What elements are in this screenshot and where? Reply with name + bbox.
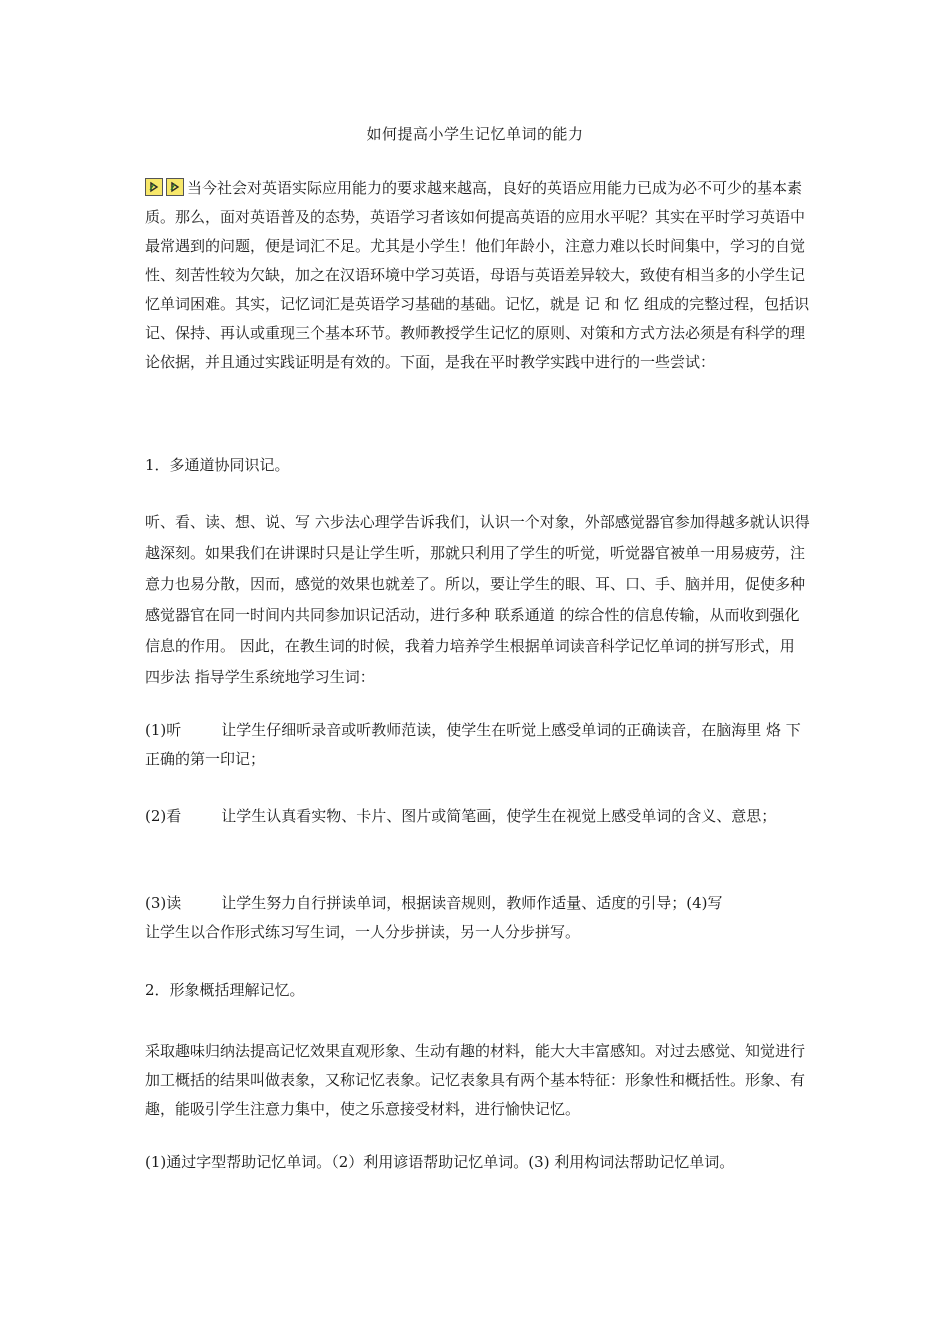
- step1-paragraph: [145, 716, 810, 774]
- step2-text: 让学生认真看实物、卡片、图片或简笔画，使学生在视觉上感受单词的含义、意思；: [221, 807, 777, 825]
- section2-paragraph: 采取趣味归纳法提高记忆效果直观形象、生动有趣的材料，能大大丰富感知。对过去感觉、知觉进行加工概括的结果叫做表象，又称记忆表象。记忆表象具有两个基本特征：形象性和概括性。形象、有趣，能吸引学生注意力集中，使之乐意接受材料，进行愉快记忆。: [145, 1042, 806, 1118]
- section2-heading: 2．形象概括理解记忆。: [145, 981, 305, 999]
- document-title: 如何提高小学生记忆单词的能力: [366, 125, 584, 143]
- step4-text: 让学生以合作形式练习写生词，一人分步拼读，另一人分步拼写。: [145, 923, 581, 941]
- section1-paragraph: 听、看、读、想、说、写 六步法心理学告诉我们，认识一个对象，外部感觉器官参加得越多就认识得越深刻。如果我们在讲课时只是让学生听，那就只利用了学生的听觉，听觉器官被单一用易疲劳，注意力也易分散，因而，感觉的效果也就差了。所以，要让学生的眼、耳、口、手、脑并用，促使多种感觉器官在同一时间内共同参加识记活动，进行多种 联系通道 的综合性的信息传输，从而收到强化信息的作用。 因此，在教生词的时候，我着力培养学生根据单词读音科学记忆单词的拼写形式，用 四步法 指导学生系统地学习生词：: [145, 513, 810, 686]
- step2-label: (2)看: [145, 807, 182, 825]
- intro-paragraph: [145, 174, 810, 377]
- step3-text: 让学生努力自行拼读单词，根据读音规则，教师作适量、适度的引导；(4)写: [221, 894, 723, 912]
- decorative-image-icon: [166, 178, 184, 196]
- step2-paragraph: [145, 802, 810, 831]
- decorative-image-icon: [145, 178, 163, 196]
- step1-text: 让学生仔细听录音或听教师范读，使学生在听觉上感受单词的正确读音，在脑海里 烙 下正确的第一印记；: [145, 721, 801, 768]
- section1-heading: 1．多通道协同识记。: [145, 456, 290, 474]
- section2-methods: (1)通过字型帮助记忆单词。（2）利用谚语帮助记忆单词。(3) 利用构词法帮助记忆单词。: [145, 1153, 735, 1171]
- step1-label: (1)听: [145, 721, 182, 739]
- step3-paragraph: [145, 889, 810, 947]
- intro-text: 当今社会对英语实际应用能力的要求越来越高，良好的英语应用能力已成为必不可少的基本素质。那么，面对英语普及的态势，英语学习者该如何提高英语的应用水平呢？其实在平时学习英语中最常遇到的问题，便是词汇不足。尤其是小学生！他们年龄小，注意力难以长时间集中，学习的自觉性、刻苦性较为欠缺，加之在汉语环境中学习英语，母语与英语差异较大，致使有相当多的小学生记忆单词困难。其实，记忆词汇是英语学习基础的基础。记忆，就是 记 和 忆 组成的完整过程，包括识记、保持、再认或重现三个基本环节。教师教授学生记忆的原则、对策和方式方法必须是有科学的理论依据，并且通过实践证明是有效的。下面，是我在平时教学实践中进行的一些尝试：: [145, 179, 810, 371]
- step3-label: (3)读: [145, 894, 182, 912]
